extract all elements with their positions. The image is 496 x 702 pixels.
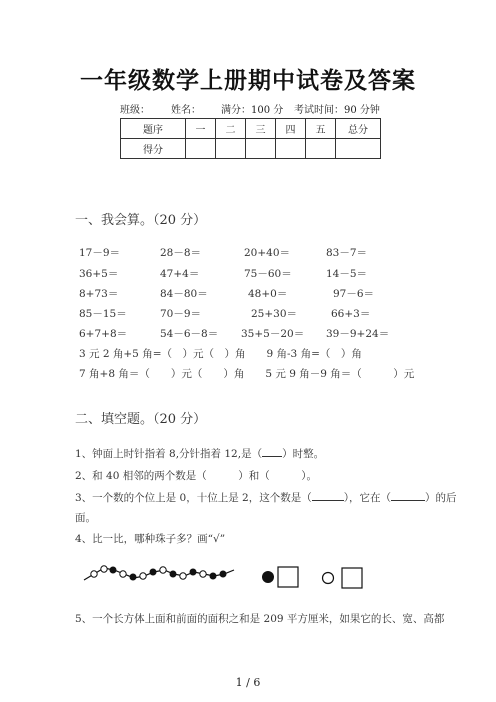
calc-item: 20+40＝ [244, 247, 291, 259]
score-cell[interactable] [246, 139, 276, 159]
score-table-header-row [121, 119, 381, 139]
calc-item: 85－15＝ [79, 308, 127, 320]
score-table-header: 三 [246, 119, 276, 139]
score-cell[interactable] [186, 139, 216, 159]
class-label: 班级： [120, 105, 150, 116]
score-cell[interactable] [276, 139, 306, 159]
question-1-text: 1、钟面上时针指着 8,分针指着 12,是（ [75, 448, 263, 460]
calc-item: 6+7+8＝ [79, 328, 128, 340]
calc-item: 48+0＝ [248, 288, 288, 300]
calc-item: 39－9+24＝ [326, 328, 390, 340]
question-5: 5、一个长方体上面和前面的面积之和是 209 平方厘米，如果它的长、宽、高都 [75, 613, 445, 625]
score-table-header: 一 [186, 119, 216, 139]
black-bead [170, 571, 177, 578]
white-bead [101, 566, 107, 572]
page-number: 1 / 6 [235, 676, 261, 689]
score-table-header: 题序 [121, 119, 186, 139]
black-bead [110, 567, 117, 574]
calc-item: 97－6＝ [333, 288, 375, 300]
black-bead [220, 571, 227, 578]
score-table [120, 118, 381, 159]
black-bead [210, 573, 217, 580]
black-bead [190, 569, 197, 576]
score-table-score-row [121, 139, 381, 159]
white-bead [160, 567, 166, 573]
answer-blank[interactable] [312, 490, 344, 501]
score-table-header: 四 [276, 119, 306, 139]
calc-item: 36+5＝ [79, 268, 119, 280]
question-3-continued: 面。 [75, 512, 96, 524]
white-bead [180, 573, 186, 579]
score-cell[interactable] [306, 139, 336, 159]
white-bead-option [323, 573, 334, 584]
calc-item: 14－5＝ [326, 268, 368, 280]
calc-item: 28－8＝ [160, 247, 202, 259]
calc-item: 83－7＝ [326, 247, 368, 259]
calc-item: 35+5－20＝ [241, 328, 305, 340]
score-table-header: 五 [306, 119, 336, 139]
black-bead-option [262, 571, 274, 583]
beads-figure [82, 560, 382, 596]
black-bead [150, 569, 157, 576]
score-cell[interactable] [336, 139, 381, 159]
calc-item: 75－60＝ [244, 268, 292, 280]
question-1-text-end: ）时整。 [282, 448, 325, 460]
exam-time-label: 考试时间：90 分钟 [294, 105, 380, 116]
section2-title: 二、填空题。（20 分） [75, 412, 207, 427]
answer-blank[interactable] [391, 490, 425, 501]
section1-title: 一、我会算。（20 分） [75, 213, 207, 228]
question-3 [75, 490, 456, 505]
answer-box[interactable] [342, 568, 362, 588]
calc-item: 25+30＝ [251, 308, 298, 320]
score-row-label: 得分 [121, 139, 186, 159]
question-2: 2、和 40 相邻的两个数是（ ）和（ ）。 [75, 470, 317, 482]
white-bead [140, 573, 146, 579]
score-cell[interactable] [216, 139, 246, 159]
calc-item: 84－80＝ [160, 288, 208, 300]
white-bead [91, 571, 97, 577]
answer-box[interactable] [278, 567, 298, 587]
money-question: 7 角+8 角＝（ ）元（ ）角 5 元 9 角－9 角＝（ ）元 [79, 368, 415, 380]
black-bead [130, 574, 137, 581]
answer-blank[interactable] [262, 446, 282, 457]
question-4: 4、比一比，哪种珠子多？画“√” [75, 533, 226, 545]
name-label: 姓名： [171, 105, 201, 116]
question-3-text: 3、一个数的个位上是 0，十位上是 2，这个数是（ [75, 492, 312, 504]
score-table-header: 总分 [336, 119, 381, 139]
page-title: 一年级数学上册期中试卷及答案 [80, 68, 416, 94]
calc-item: 47+4＝ [160, 268, 200, 280]
money-question: 3 元 2 角+5 角=（ ）元（ ）角 9 角-3 角=（ ）角 [79, 348, 362, 360]
question-3-text: ），它在（ [343, 492, 391, 504]
score-table-header: 二 [216, 119, 246, 139]
calc-item: 70－9＝ [160, 308, 202, 320]
full-score-label: 满分：100 分 [221, 105, 284, 116]
white-bead [120, 571, 126, 577]
calc-item: 66+3＝ [331, 308, 371, 320]
white-bead [200, 571, 206, 577]
question-3-text: ）的后 [424, 492, 457, 504]
calc-item: 8+73＝ [79, 288, 119, 300]
calc-item: 17－9＝ [79, 247, 121, 259]
calc-item: 54－6－8＝ [160, 328, 219, 340]
question-1 [75, 446, 324, 461]
